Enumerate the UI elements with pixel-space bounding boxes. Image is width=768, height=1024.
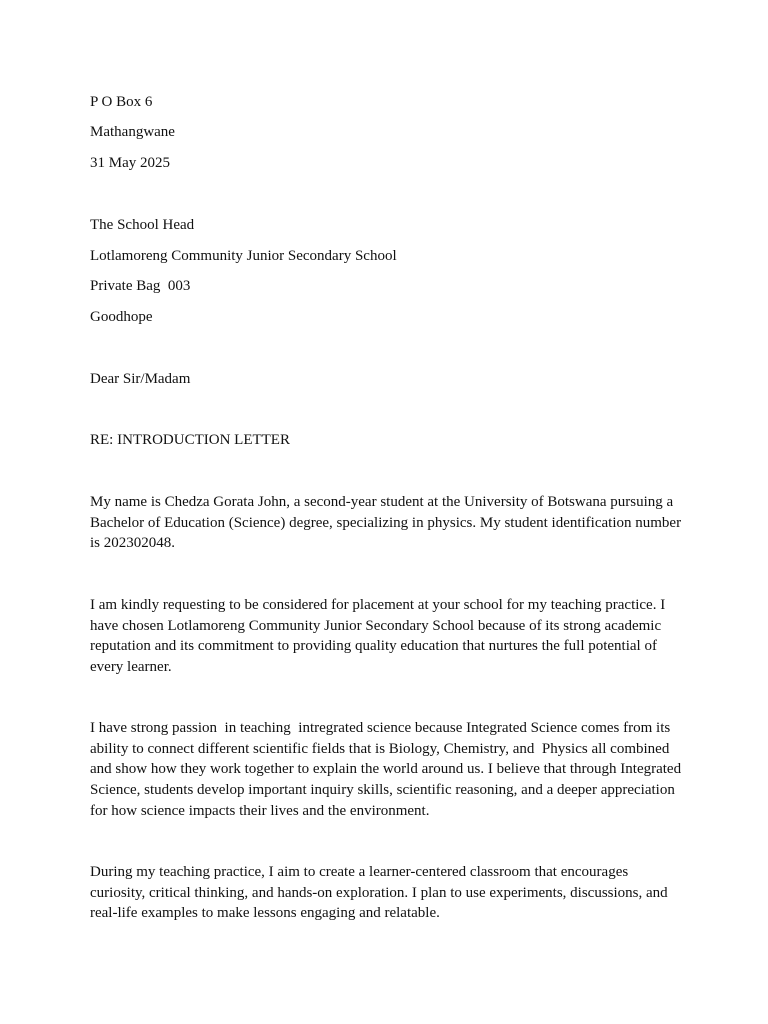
body-paragraph-1: My name is Chedza Gorata John, a second-year student at the University of Botswana pursuing a Bachelor of Education (Science) degree, specializing in physics. My student identification number is 202302048. xyxy=(90,494,682,552)
recipient-town: Goodhope xyxy=(90,309,153,325)
body-paragraph-3: I have strong passion in teaching intregrated science because Integrated Science comes from its ability to connect different scientific fields that is Biology, Chemistry, and Physics all combined and show how they work together to explain the world around us. I believe that through Integrated Science, students develop important inquiry skills, scientific reasoning, and a deeper appreciation for how science impacts their lives and the environment. xyxy=(90,720,685,819)
salutation: Dear Sir/Madam xyxy=(90,371,191,387)
letter-date: 31 May 2025 xyxy=(90,155,170,171)
recipient-title: The School Head xyxy=(90,217,195,233)
recipient-school: Lotlamoreng Community Junior Secondary School xyxy=(90,248,397,264)
body-paragraph-4: During my teaching practice, I aim to create a learner-centered classroom that encourages curiosity, critical thinking, and hands-on exploration. I plan to use experiments, discussions, and real-life examples to make lessons engaging and relatable. xyxy=(90,864,668,922)
sender-address-line2: Mathangwane xyxy=(90,124,175,140)
body-paragraph-2: I am kindly requesting to be considered for placement at your school for my teaching practice. I have chosen Lotlamoreng Community Junior Secondary School because of its strong academic reputation and its commitment to providing quality education that nurtures the full potential of every learner. xyxy=(90,597,666,676)
sender-address-line1: P O Box 6 xyxy=(90,94,153,110)
recipient-address: Private Bag 003 xyxy=(90,278,191,294)
subject-line: RE: INTRODUCTION LETTER xyxy=(90,432,290,448)
